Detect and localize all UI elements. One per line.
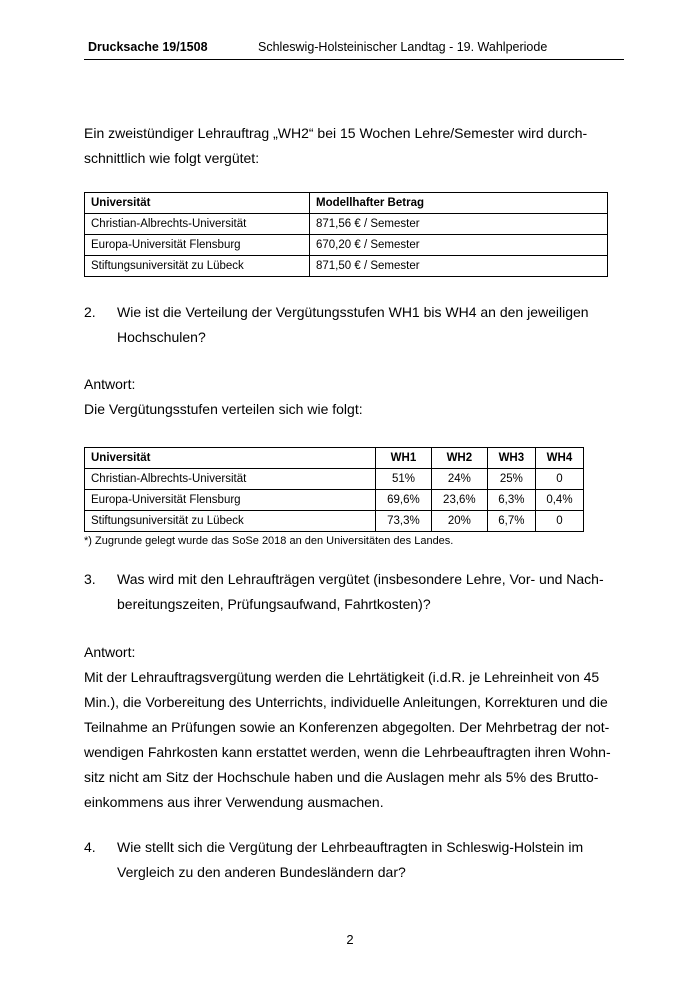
answer-line: Teilnahme an Prüfungen sowie an Konferenzen abgegolten. Der Mehrbetrag der not-: [84, 719, 610, 735]
answer-label: Antwort:: [84, 644, 136, 660]
question-line-2: bereitungszeiten, Prüfungsaufwand, Fahrtkosten)?: [117, 596, 431, 612]
cell-university: Christian-Albrechts-Universität: [85, 214, 310, 235]
cell-wh3: 6,3%: [487, 490, 535, 511]
question-line-1: Wie stellt sich die Vergütung der Lehrbeauftragten in Schleswig-Holstein im: [117, 839, 584, 855]
answer-label: Antwort:: [84, 376, 136, 392]
cell-wh2: 23,6%: [431, 490, 487, 511]
table-footnote: *) Zugrunde gelegt wurde das SoSe 2018 an den Universitäten des Landes.: [84, 535, 454, 547]
cell-wh2: 24%: [431, 469, 487, 490]
cell-amount: 871,50 € / Semester: [310, 256, 608, 277]
col-header-amount: Modellhafter Betrag: [310, 193, 608, 214]
answer-3: [84, 640, 624, 815]
table-header-row: [85, 193, 608, 214]
cell-university: Stiftungsuniversität zu Lübeck: [85, 256, 310, 277]
answer-2: [84, 372, 624, 422]
col-header-university: Universität: [85, 193, 310, 214]
table-distribution: [84, 447, 584, 532]
cell-amount: 670,20 € / Semester: [310, 235, 608, 256]
col-header-university: Universität: [85, 448, 376, 469]
table-row: [85, 469, 584, 490]
answer-line: wendigen Fahrkosten kann erstattet werden, wenn die Lehrbeauftragten ihren Wohn-: [84, 744, 611, 760]
col-header-wh4: WH4: [535, 448, 583, 469]
question-number: 4.: [84, 839, 96, 855]
table-row: [85, 214, 608, 235]
cell-wh1: 69,6%: [376, 490, 432, 511]
cell-wh3: 25%: [487, 469, 535, 490]
answer-line: Min.), die Vorbereitung des Unterrichts, individuelle Anleitungen, Korrekturen und die: [84, 694, 608, 710]
parliament-title: Schleswig-Holsteinischer Landtag - 19. Wahlperiode: [258, 40, 548, 54]
cell-university: Europa-Universität Flensburg: [85, 490, 376, 511]
intro-line-2: schnittlich wie folgt vergütet:: [84, 150, 260, 166]
col-header-wh2: WH2: [431, 448, 487, 469]
table-row: [85, 490, 584, 511]
cell-wh2: 20%: [431, 511, 487, 532]
question-line-1: Wie ist die Verteilung der Vergütungsstufen WH1 bis WH4 an den jeweiligen: [117, 304, 589, 320]
question-line-1: Was wird mit den Lehraufträgen vergütet (insbesondere Lehre, Vor- und Nach-: [117, 571, 604, 587]
question-line-2: Hochschulen?: [117, 329, 206, 345]
cell-university: Stiftungsuniversität zu Lübeck: [85, 511, 376, 532]
question-number: 2.: [84, 304, 96, 320]
answer-line: sitz nicht am Sitz der Hochschule haben und die Auslagen mehr als 5% des Brutto-: [84, 769, 599, 785]
cell-wh3: 6,7%: [487, 511, 535, 532]
table-row: [85, 235, 608, 256]
table-amounts: [84, 192, 608, 277]
intro-line-1: Ein zweistündiger Lehrauftrag „WH2“ bei 15 Wochen Lehre/Semester wird durch-: [84, 125, 588, 141]
cell-university: Christian-Albrechts-Universität: [85, 469, 376, 490]
document-number: Drucksache 19/1508: [88, 40, 208, 54]
cell-wh1: 51%: [376, 469, 432, 490]
page-number: 2: [346, 932, 354, 947]
cell-wh4: 0: [535, 469, 583, 490]
table-row: [85, 256, 608, 277]
cell-wh1: 73,3%: [376, 511, 432, 532]
table-row: [85, 511, 584, 532]
cell-amount: 871,56 € / Semester: [310, 214, 608, 235]
question-number: 3.: [84, 571, 96, 587]
intro-paragraph: [84, 121, 624, 171]
col-header-wh3: WH3: [487, 448, 535, 469]
col-header-wh1: WH1: [376, 448, 432, 469]
question-line-2: Vergleich zu den anderen Bundesländern dar?: [117, 864, 406, 880]
table-header-row: [85, 448, 584, 469]
answer-line: Mit der Lehrauftragsvergütung werden die Lehrtätigkeit (i.d.R. je Lehreinheit von 45: [84, 669, 600, 685]
answer-text: Die Vergütungsstufen verteilen sich wie folgt:: [84, 401, 363, 417]
cell-university: Europa-Universität Flensburg: [85, 235, 310, 256]
cell-wh4: 0,4%: [535, 490, 583, 511]
cell-wh4: 0: [535, 511, 583, 532]
answer-line: einkommens aus ihrer Verwendung ausmachen.: [84, 794, 384, 810]
header-rule: [84, 59, 624, 60]
